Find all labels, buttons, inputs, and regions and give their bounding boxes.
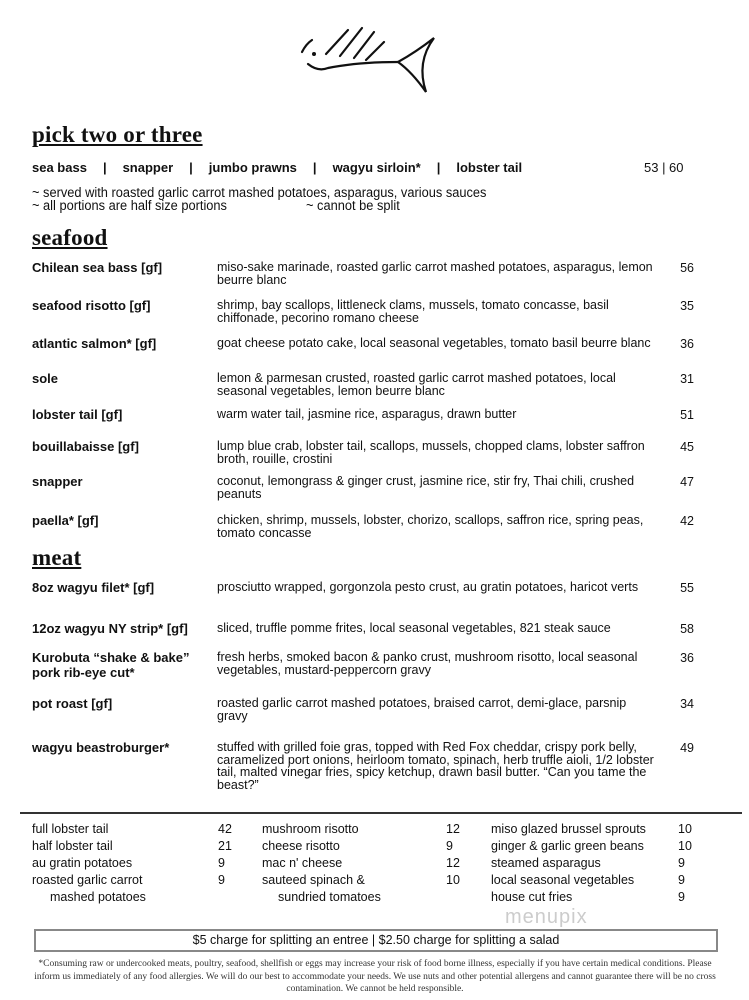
menu-item-price: 58 — [680, 622, 694, 636]
menu-item-price: 36 — [680, 337, 694, 351]
side-item-name: miso glazed brussel sprouts — [491, 822, 646, 836]
side-item-name: cheese risotto — [262, 839, 340, 853]
menu-item-description: sliced, truffle pomme frites, local seasonal vegetables, 821 steak sauce — [217, 621, 611, 635]
menu-item-name: pot roast [gf] — [32, 696, 113, 711]
menu-item-description: goat cheese potato cake, local seasonal vegetables, tomato basil beurre blanc — [217, 336, 651, 350]
side-item-price: 9 — [218, 856, 225, 870]
side-item-name: local seasonal vegetables — [491, 873, 635, 887]
separator: | — [312, 160, 317, 175]
side-item-price: 12 — [446, 822, 460, 836]
menu-item-price: 47 — [680, 475, 694, 489]
menu-item-description: shrimp, bay scallops, littleneck clams, mussels, tomato concasse, basil chiffonade, pecorino romano cheese — [217, 298, 609, 325]
pick-price: 53 | 60 — [644, 160, 684, 175]
separator: | — [436, 160, 441, 175]
menu-item-price: 55 — [680, 581, 694, 595]
watermark: menupix — [505, 906, 588, 928]
side-item-name: mushroom risotto — [262, 822, 359, 836]
menu-item-price: 34 — [680, 697, 694, 711]
side-item-name: ginger & garlic green beans — [491, 839, 644, 853]
menu-item-name: lobster tail [gf] — [32, 407, 123, 422]
menu-item-name: Chilean sea bass [gf] — [32, 260, 163, 275]
menu-item-description: roasted garlic carrot mashed potatoes, braised carrot, demi-glace, parsnip gravy — [217, 696, 627, 723]
menu-item-description: lump blue crab, lobster tail, scallops, mussels, chopped clams, lobster saffron broth, rouille, crostini — [217, 439, 645, 466]
menu-item-name: 8oz wagyu filet* [gf] — [32, 580, 155, 595]
side-item-price: 9 — [218, 873, 225, 887]
menu-item-name: atlantic salmon* [gf] — [32, 336, 157, 351]
menu-item-description: miso-sake marinade, roasted garlic carrot mashed potatoes, asparagus, lemon beurre blanc — [217, 260, 653, 287]
menu-item-name: sole — [32, 371, 59, 386]
pick-note: ~ cannot be split — [306, 198, 400, 213]
pick-option: sea bass — [32, 160, 87, 175]
side-item-price: 9 — [678, 890, 685, 904]
side-item-name: mac n' cheese — [262, 856, 343, 870]
side-item-name: steamed asparagus — [491, 856, 601, 870]
menu-item-price: 42 — [680, 514, 694, 528]
menu-item-description: coconut, lemongrass & ginger crust, jasmine rice, stir fry, Thai chili, crushed peanuts — [217, 474, 635, 501]
side-item-name: sauteed spinach & — [262, 873, 365, 887]
pick-section-title: pick two or three — [32, 122, 203, 147]
side-item-price: 12 — [446, 856, 460, 870]
divider — [20, 812, 742, 814]
menu-item-name: 12oz wagyu NY strip* [gf] — [32, 621, 188, 636]
side-item-price: 10 — [446, 873, 460, 887]
menu-item-price: 31 — [680, 372, 694, 386]
separator: | — [102, 160, 107, 175]
separator: | — [189, 160, 193, 175]
side-item-name: roasted garlic carrot — [32, 873, 143, 887]
side-item-name: house cut fries — [491, 890, 573, 904]
menu-item-description: stuffed with grilled foie gras, topped with Red Fox cheddar, crispy pork belly, caramelized port onions, heirloom tomato, spinach, herb truffle aioli, 1/2 lobster tail, malted vinegar fries, spicy ketchup, drawn basil butter. “Can you tame the beast?” — [217, 740, 654, 792]
side-item-price: 42 — [218, 822, 232, 836]
menu-item-description: warm water tail, jasmine rice, asparagus, drawn butter — [217, 407, 517, 421]
pick-options — [32, 160, 522, 175]
seafood-section-title: seafood — [32, 225, 108, 250]
menu-item-description: lemon & parmesan crusted, roasted garlic carrot mashed potatoes, local seasonal vegetables, lemon beurre blanc — [217, 371, 616, 398]
menu-item-description: fresh herbs, smoked bacon & panko crust, mushroom risotto, local seasonal vegetables, mustard-peppercorn gravy — [217, 650, 638, 677]
side-item-price: 21 — [218, 839, 232, 853]
side-item-price: 9 — [678, 856, 685, 870]
pick-option: snapper — [122, 160, 174, 175]
side-item-name: au gratin potatoes — [32, 856, 133, 870]
menu-item-price: 51 — [680, 408, 694, 422]
meat-section-title: meat — [32, 545, 82, 570]
fish-logo-icon — [298, 22, 438, 97]
side-item-price: 10 — [678, 839, 692, 853]
disclaimer: *Consuming raw or undercooked meats, poultry, seafood, shellfish or eggs may increase your risk of food borne illness, especially if you have certain medical conditions. Please inform us immediately of any food allergies. We will do our best to accommodate your needs. We use nuts and other potential allergens and cannot guarantee there will be no cross contamination. We cannot be held responsible. — [34, 959, 716, 994]
menu-item-description: chicken, shrimp, mussels, lobster, chorizo, scallops, saffron rice, spring peas, tomato concasse — [217, 513, 644, 540]
side-item-name: half lobster tail — [32, 839, 113, 853]
menu-item-price: 45 — [680, 440, 694, 454]
side-item-price: 9 — [678, 873, 685, 887]
menu-item-name: paella* [gf] — [32, 513, 99, 528]
menu-item-name: Kurobuta “shake & bake” pork rib-eye cut* — [32, 650, 190, 680]
split-charge-note: $5 charge for splitting an entree | $2.50 charge for splitting a salad — [34, 929, 718, 952]
menu-item-price: 35 — [680, 299, 694, 313]
menu-item-price: 56 — [680, 261, 694, 275]
side-item-name: sundried tomatoes — [278, 890, 381, 904]
side-item-price: 10 — [678, 822, 692, 836]
menu-item-name: seafood risotto [gf] — [32, 298, 151, 313]
pick-option: wagyu sirloin* — [332, 160, 421, 175]
menu-item-name: bouillabaisse [gf] — [32, 439, 139, 454]
menu-item-name: snapper — [32, 474, 83, 489]
pick-note: ~ all portions are half size portions — [32, 198, 227, 213]
menu-item-description: prosciutto wrapped, gorgonzola pesto crust, au gratin potatoes, haricot verts — [217, 580, 639, 594]
side-item-name: full lobster tail — [32, 822, 109, 836]
menu-item-price: 49 — [680, 741, 694, 755]
side-item-name: mashed potatoes — [50, 890, 146, 904]
pick-option: jumbo prawns — [208, 160, 297, 175]
pick-option: lobster tail — [456, 160, 523, 175]
side-item-price: 9 — [446, 839, 453, 853]
menu-item-price: 36 — [680, 651, 694, 665]
menu-item-name: wagyu beastroburger* — [32, 740, 170, 755]
pick-note: ~ served with roasted garlic carrot mashed potatoes, asparagus, various sauces — [32, 185, 487, 200]
